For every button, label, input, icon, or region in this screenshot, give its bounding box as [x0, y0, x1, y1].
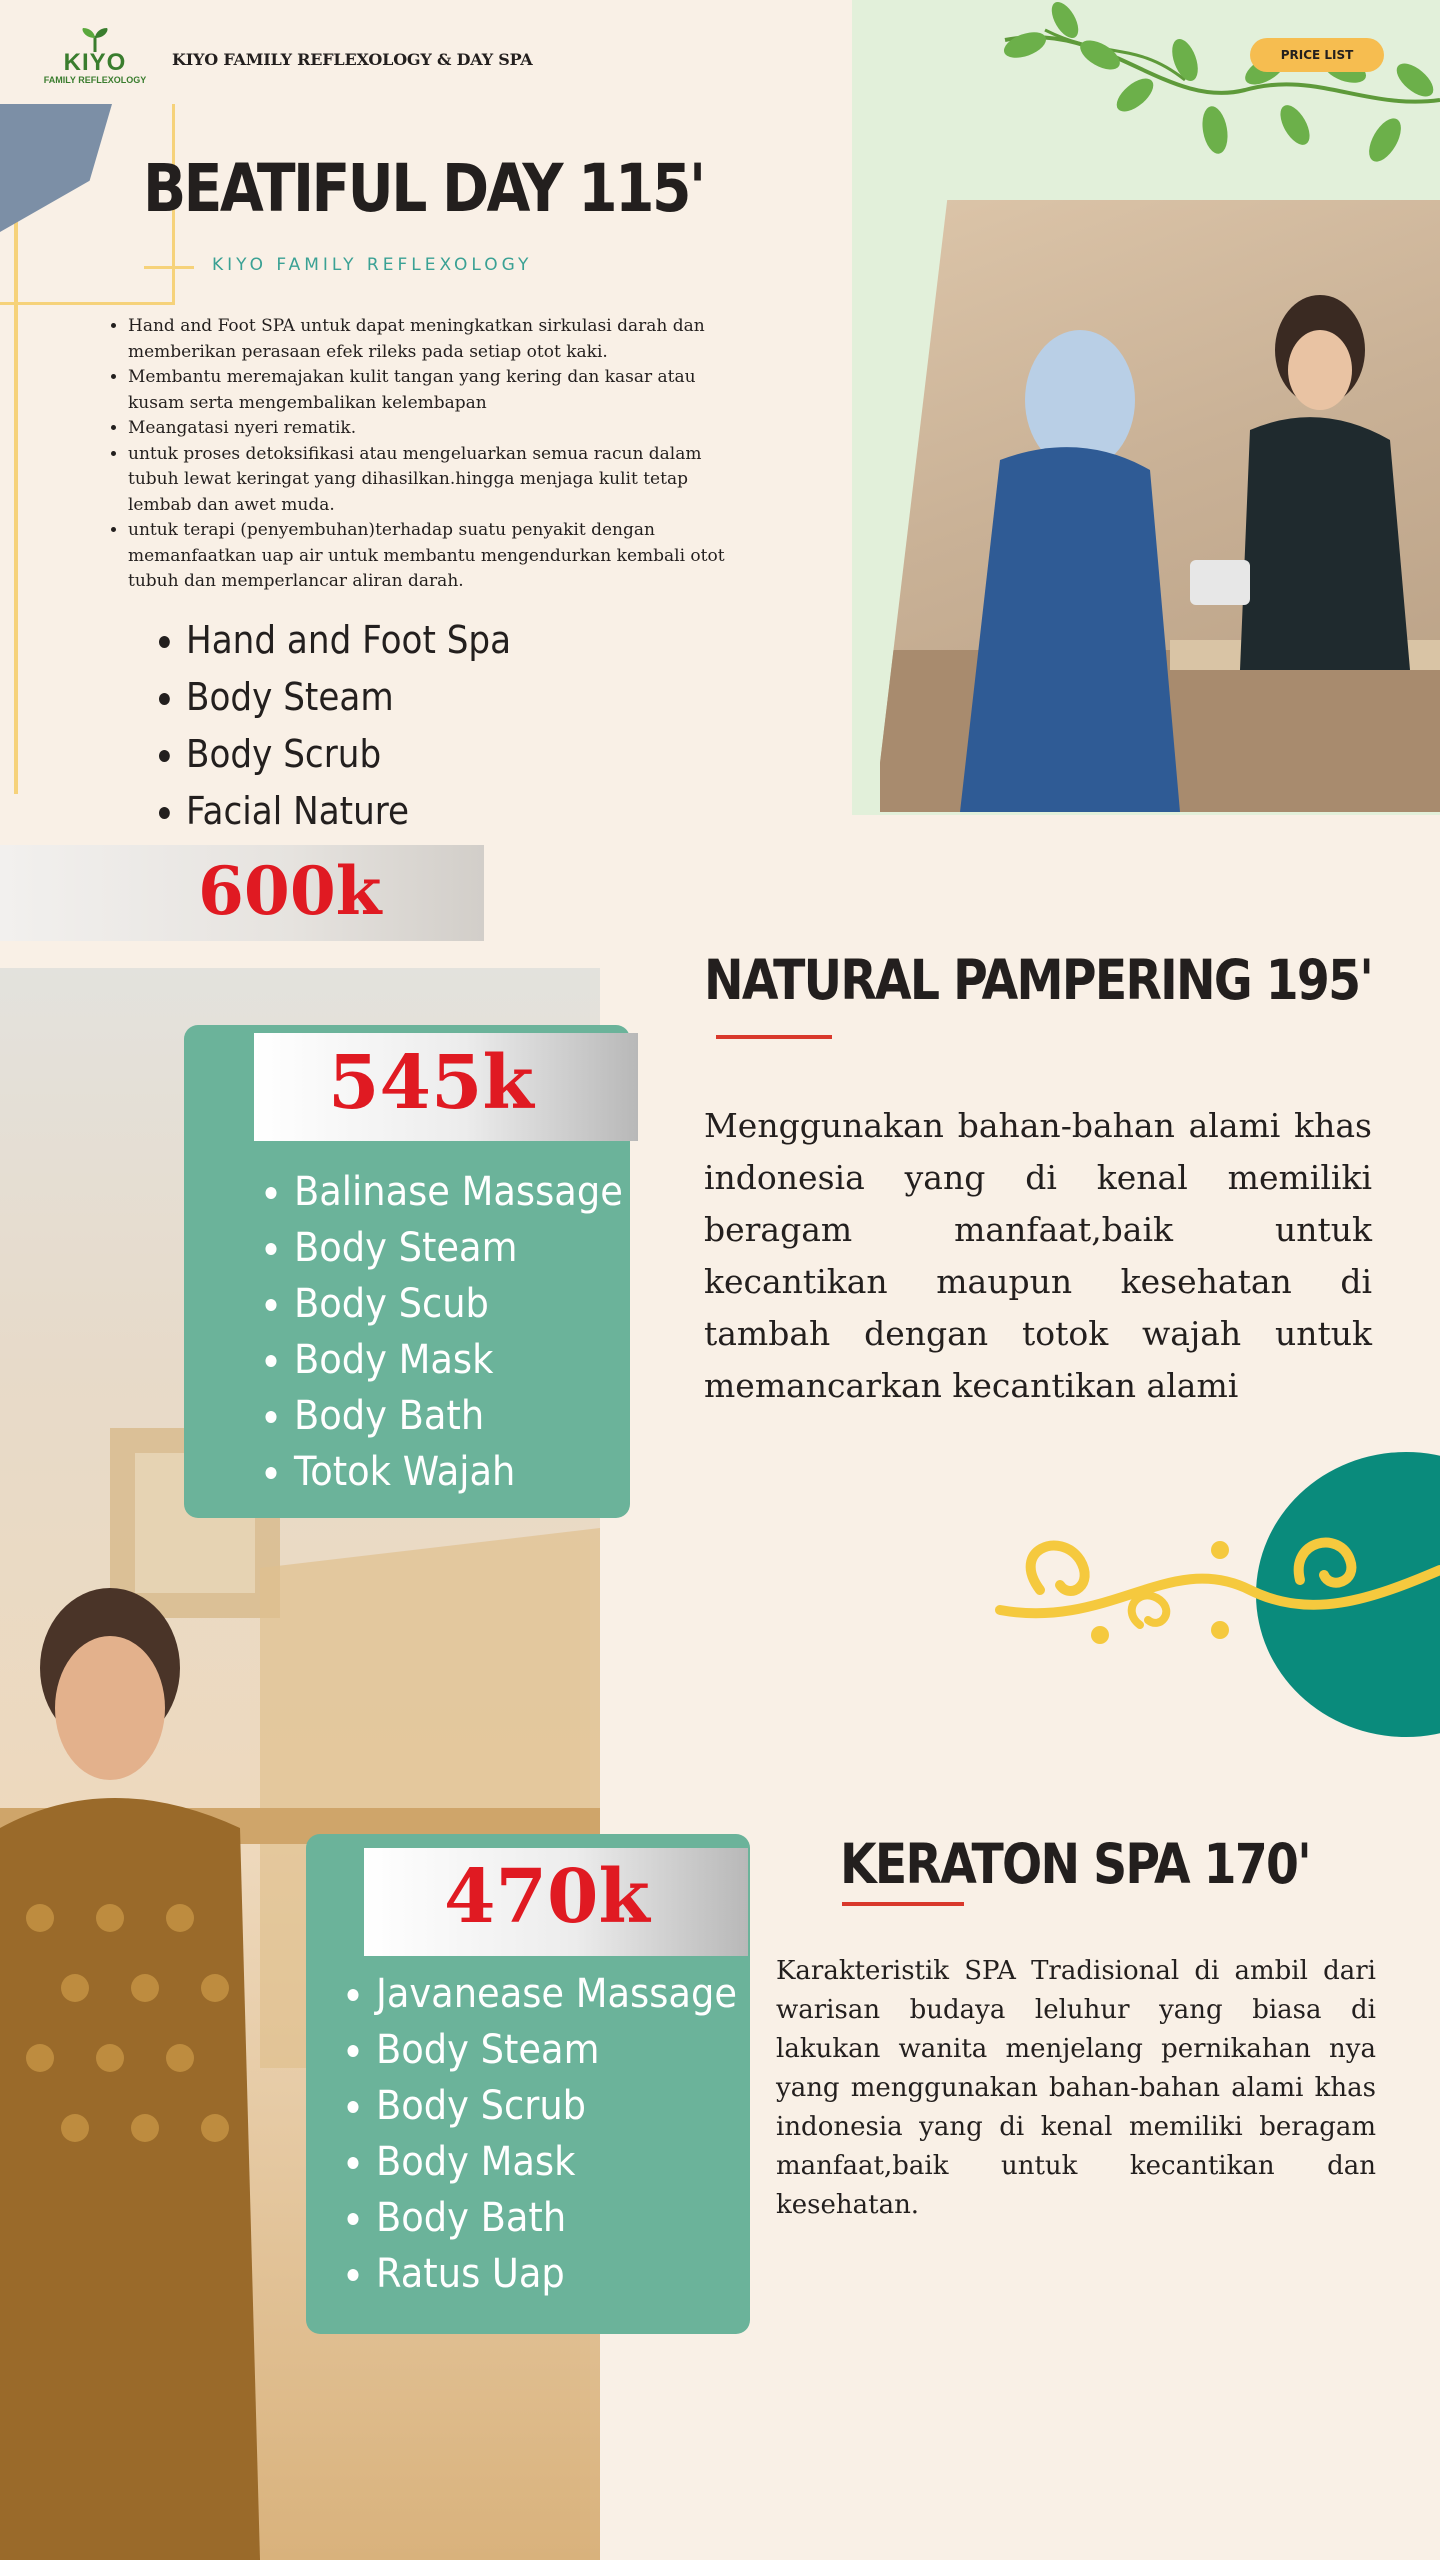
package3-description: Karakteristik SPA Tradisional di ambil dari warisan budaya leluhur yang biasa di lakukan wanita menjelang pernikahan nya yang menggunakan bahan-bahan alami khas indonesia yang di kenal memiliki beragam manfaat,baik untuk kecantikan dan kesehatan. — [776, 1956, 1376, 2220]
package1-description — [106, 314, 726, 595]
service-item: • Body Bath — [294, 1388, 623, 1444]
title-underline — [842, 1902, 964, 1906]
package2-title: NATURAL PAMPERING 195' — [704, 948, 1373, 1012]
package3-price: 470k — [444, 1854, 650, 1940]
ornament-swirl-icon — [990, 1490, 1440, 1670]
leaf-vine-icon — [985, 0, 1440, 190]
package3-title: KERATON SPA 170' — [840, 1832, 1311, 1896]
photo-illustration — [880, 200, 1440, 812]
logo-wordmark: KIYO — [63, 49, 127, 76]
package2-price: 545k — [328, 1040, 534, 1126]
package1-services — [150, 612, 547, 840]
service-item: • Body Scrub — [376, 2078, 737, 2134]
service-item: • Hand and Foot Spa — [186, 612, 511, 669]
service-item: • Body Steam — [376, 2022, 737, 2078]
service-item: • Javanease Massage — [376, 1966, 737, 2022]
package1-title: BEATIFUL DAY 115' — [143, 150, 704, 227]
service-item: • Totok Wajah — [294, 1444, 623, 1500]
list-item: • Membantu meremajakan kulit tangan yang kering dan kasar atau kusam serta mengembalikan kelembapan — [128, 365, 726, 416]
service-item: • Ratus Uap — [376, 2246, 737, 2302]
service-item: • Body Scrub — [186, 726, 511, 783]
service-item: • Facial Nature — [186, 783, 511, 840]
package2-description: Menggunakan bahan-bahan alami khas indonesia yang di kenal memiliki beragam manfaat,baik untuk kecantikan maupun kesehatan di tambah dengan totok wajah untuk memancarkan kecantikan alami — [704, 1106, 1372, 1405]
package2-services — [258, 1164, 651, 1500]
price-list-button[interactable]: PRICE LIST — [1250, 38, 1384, 72]
package3-services — [340, 1966, 768, 2302]
service-item: • Body Steam — [294, 1220, 623, 1276]
decor-blue-block — [0, 104, 112, 232]
package1-subtitle: KIYO FAMILY REFLEXOLOGY — [212, 255, 533, 275]
spa-therapist-photo — [880, 200, 1440, 812]
service-item: • Body Mask — [294, 1332, 623, 1388]
service-item: • Balinase Massage — [294, 1164, 623, 1220]
site-title: KIYO FAMILY REFLEXOLOGY & DAY SPA — [172, 50, 533, 69]
list-item: • untuk terapi (penyembuhan)terhadap suatu penyakit dengan memanfaatkan uap air untuk membantu mengendurkan kembali otot tubuh dan memperlancar aliran darah. — [128, 518, 726, 595]
brand-logo — [40, 26, 150, 96]
service-item: • Body Mask — [376, 2134, 737, 2190]
logo-subtitle: FAMILY REFLEXOLOGY — [43, 75, 147, 85]
list-item: • untuk proses detoksifikasi atau mengeluarkan semua racun dalam tubuh lewat keringat yang dihasilkan.hingga menjaga kulit tetap lembab dan awet muda. — [128, 442, 726, 519]
service-item: • Body Scub — [294, 1276, 623, 1332]
frame-line-top — [0, 302, 175, 305]
package1-price: 600k — [198, 852, 382, 930]
list-item: • Meangatasi nyeri rematik. — [128, 416, 726, 442]
frame-line-accent — [144, 266, 194, 269]
list-item: • Hand and Foot SPA untuk dapat meningkatkan sirkulasi darah dan memberikan perasaan efek rileks pada setiap otot kaki. — [128, 314, 726, 365]
title-underline — [716, 1035, 832, 1039]
service-item: • Body Bath — [376, 2190, 737, 2246]
service-item: • Body Steam — [186, 669, 511, 726]
